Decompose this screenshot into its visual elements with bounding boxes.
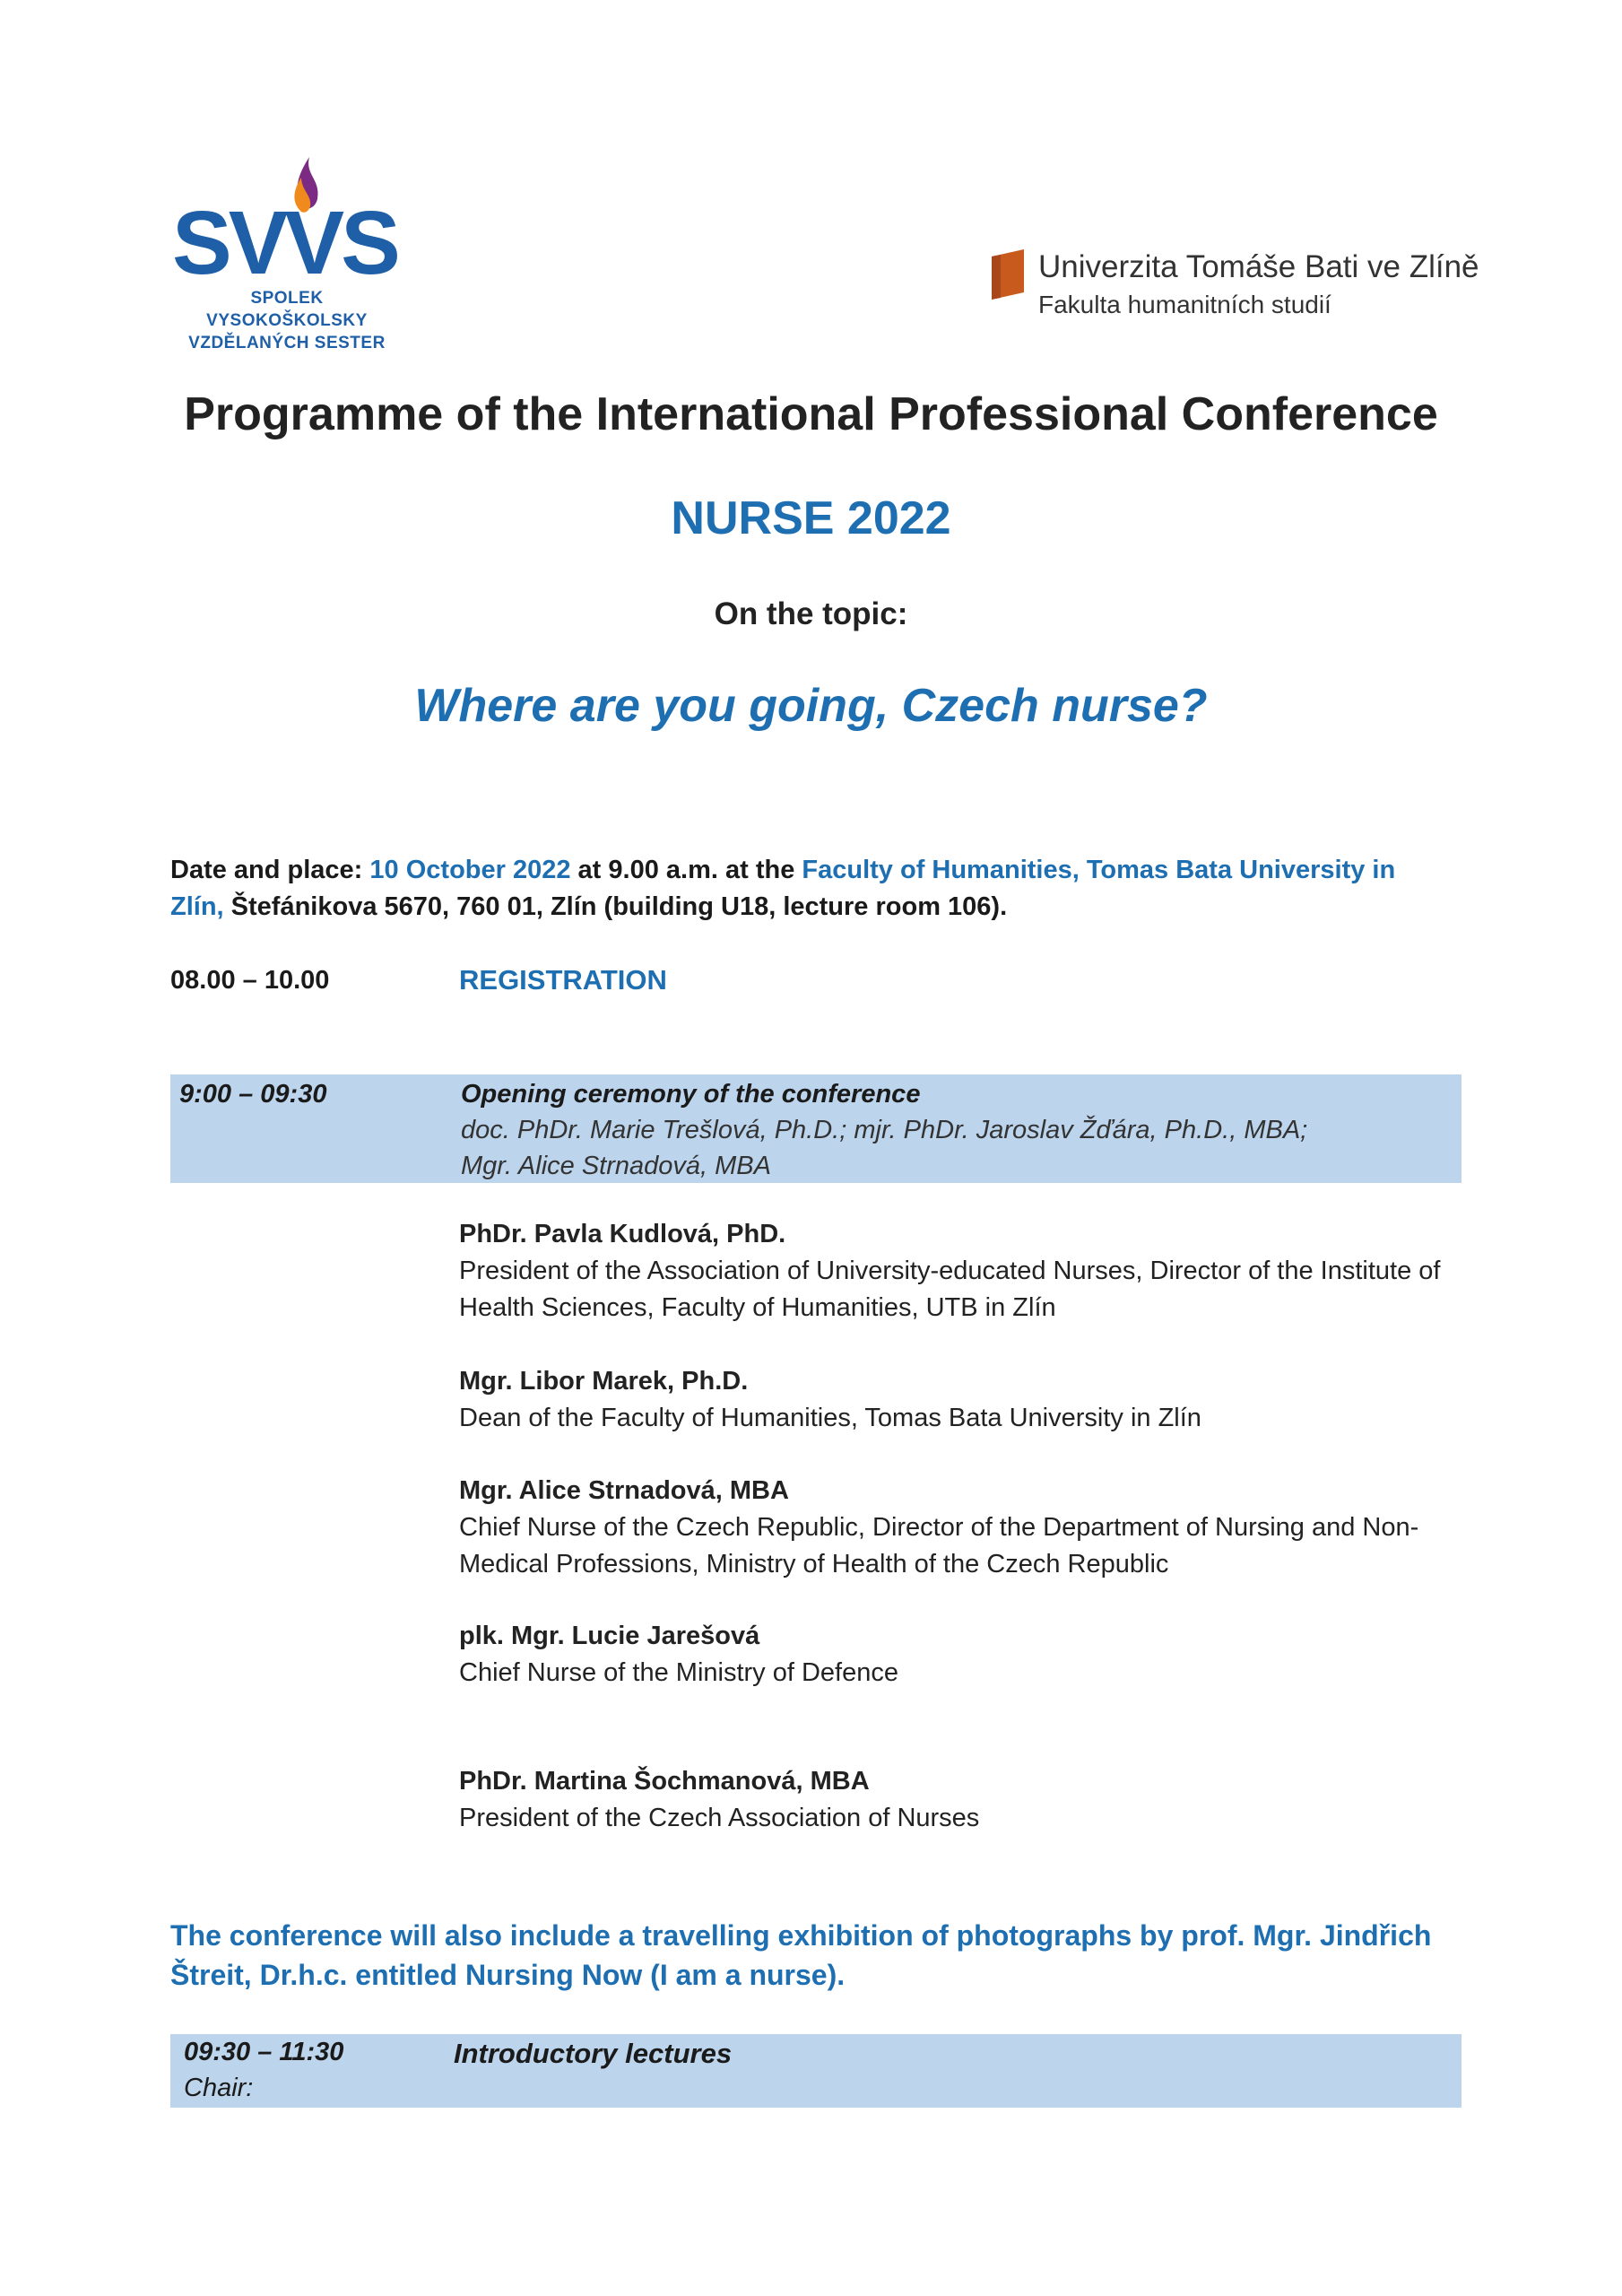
exhibition-note: The conference will also include a travelling exhibition of photographs by prof. Mgr. Jindřich Štreit, Dr.h.c. entitled Nursing Now (I am a nurse). [170,1919,1432,1991]
svvs-logo-mark [170,152,412,287]
speaker-role: Chief Nurse of the Czech Republic, Director of the Department of Nursing and Non-Medical Professions, Ministry of Health of the Czech Republic [459,1513,1419,1578]
date-place-label: Date and place: [170,856,363,884]
date-and-place [170,852,1444,926]
speaker-item [459,1363,1454,1437]
svvs-logo-line2: VZDĚLANÝCH SESTER [188,334,386,352]
opening-session-time: 9:00 – 09:30 [179,1080,327,1109]
registration-label: REGISTRATION [459,964,667,996]
intro-session-chair: Chair: [184,2074,254,2102]
registration-time: 08.00 – 10.00 [170,966,330,995]
conference-time: at 9.00 a.m. at the [577,856,795,884]
speaker-item [459,1618,1454,1692]
speaker-name: PhDr. Pavla Kudlová, PhD. [459,1220,786,1248]
speaker-role: Chief Nurse of the Ministry of Defence [459,1658,898,1687]
conference-address: Štefánikova 5670, 760 01, Zlín (building U18, lecture room 106). [230,892,1008,921]
utb-logo [992,249,1494,330]
intro-session-time: 09:30 – 11:30 [184,2038,344,2066]
intro-session-block [170,2034,1462,2108]
utb-book-icon [992,249,1024,300]
speaker-item [459,1216,1454,1326]
speaker-name: plk. Mgr. Lucie Jarešová [459,1622,760,1650]
svvs-logo-line1: SPOLEK VYSOKOŠKOLSKY [206,289,368,330]
opening-session-names: doc. PhDr. Marie Trešlová, Ph.D.; mjr. PhDr. Jaroslav Žďára, Ph.D., MBA; [461,1116,1308,1144]
speaker-role: President of the Czech Association of Nurses [459,1804,980,1832]
speaker-item [459,1473,1454,1583]
speaker-name: Mgr. Alice Strnadová, MBA [459,1476,789,1505]
speaker-name: Mgr. Libor Marek, Ph.D. [459,1367,749,1396]
topic-question: Where are you going, Czech nurse? [414,680,1208,732]
topic-label: On the topic: [714,596,908,631]
speaker-name: PhDr. Martina Šochmanová, MBA [459,1767,870,1796]
event-name: NURSE 2022 [671,492,951,544]
svvs-logo [170,152,412,352]
conference-venue: Faculty of Humanities, Tomas Bata University in Zlín, [170,856,1396,921]
utb-logo-faculty: Fakulta humanitních studií [1038,291,1331,318]
speaker-item [459,1763,1454,1837]
speaker-role: Dean of the Faculty of Humanities, Tomas Bata University in Zlín [459,1404,1201,1432]
conference-date: 10 October 2022 [369,856,571,884]
utb-logo-name: Univerzita Tomáše Bati ve Zlíně [1038,249,1479,284]
speaker-role: President of the Association of University-educated Nurses, Director of the Institute of Health Sciences, Faculty of Humanities, UTB in Zlín [459,1257,1441,1322]
svg-text:SVVS: SVVS [172,193,397,287]
page-title: Programme of the International Professional Conference [184,388,1438,440]
opening-session-title: Opening ceremony of the conference [461,1080,921,1109]
intro-session-title: Introductory lectures [454,2038,733,2069]
opening-session-names: Mgr. Alice Strnadová, MBA [461,1152,771,1180]
